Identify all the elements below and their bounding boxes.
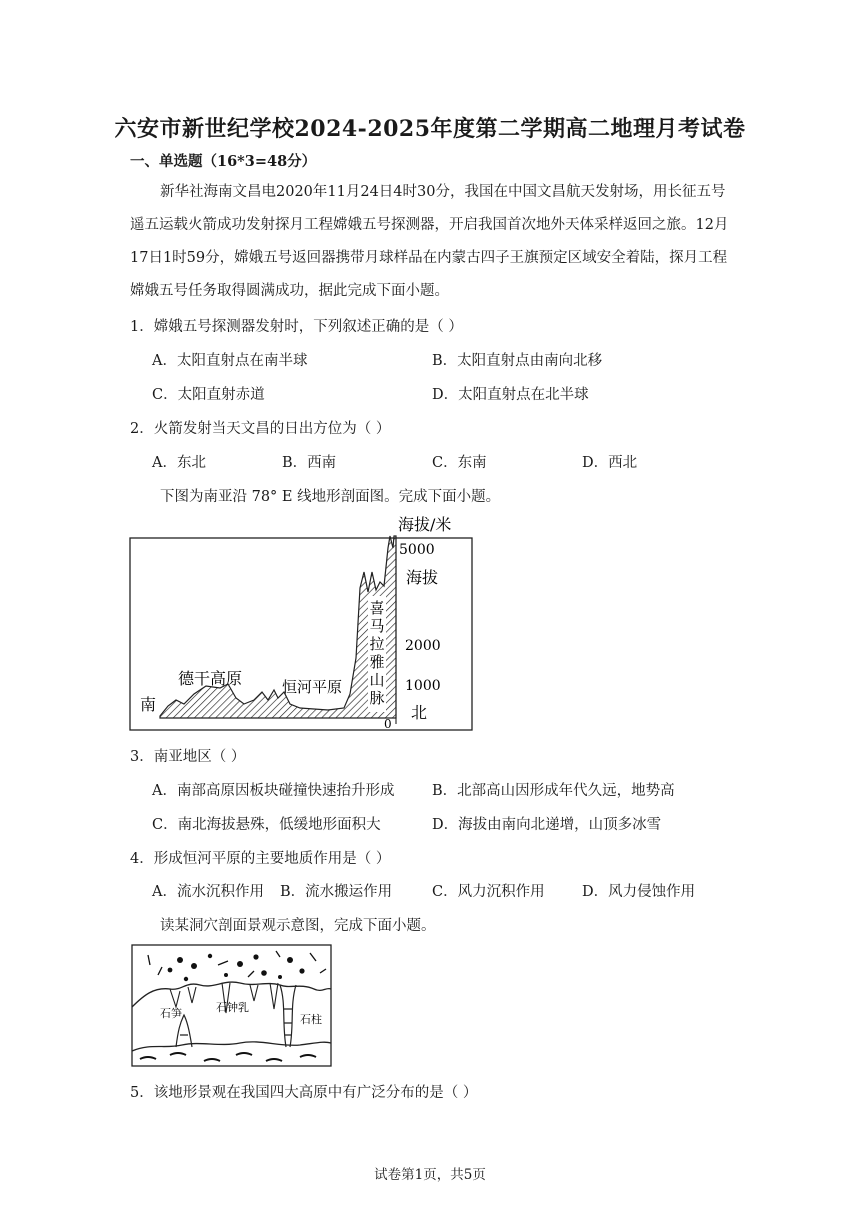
question-2-option-b: B．西南 (282, 455, 337, 471)
question-4-option-a: A．流水沉积作用 (152, 884, 264, 900)
ganges-plain-label: 恒河平原 (282, 678, 343, 696)
cave-profile-figure (130, 943, 334, 1069)
elevation-word-label: 海拔 (406, 568, 439, 587)
question-2-option-d: D．西北 (582, 455, 638, 471)
tick-2000: 2000 (405, 638, 441, 654)
question-3-option-d: D．海拔由南向北递增，山顶多冰雪 (432, 817, 662, 833)
south-label: 南 (140, 695, 157, 714)
pillar-label: 石柱 (300, 1013, 322, 1026)
question-3-stem: 3．南亚地区（ ） (130, 749, 246, 765)
question-4-option-c: C．风力沉积作用 (432, 884, 545, 900)
terrain-profile-figure (128, 508, 480, 734)
figure-frame (130, 538, 472, 730)
question-1-option-a: A．太阳直射点在南半球 (152, 353, 308, 369)
page-footer: 试卷第1页，共5页 (374, 1167, 486, 1183)
tick-0: 0 (384, 717, 392, 731)
figure-1-intro: 下图为南亚沿 78° E 线地形剖面图。完成下面小题。 (160, 489, 501, 505)
himalaya-char-3: 拉 (369, 635, 385, 653)
himalaya-char-4: 雅 (369, 653, 385, 671)
deccan-plateau-label: 德干高原 (178, 669, 243, 688)
reading-passage (130, 176, 730, 308)
tick-1000: 1000 (405, 678, 441, 694)
stalactite-label: 石钟乳 (216, 1001, 249, 1014)
stalagmite-label: 石笋 (160, 1007, 182, 1020)
elevation-unit-label: 海拔/米 (398, 515, 452, 534)
question-1-option-b: B．太阳直射点由南向北移 (432, 353, 603, 369)
passage-text: 新华社海南文昌电2020年11月24日4时30分，我国在中国文昌航天发射场，用长征五号遥五运载火箭成功发射探月工程嫦娥五号探测器，开启我国首次地外天体采样返回之旅。12月17日1时59分，嫦娥五号返回器携带月球样品在内蒙古四子王旗预定区域安全着陆，探月工程嫦娥五号任务取得圆满成功，据此完成下面小题。 (130, 184, 729, 299)
question-3-option-c: C．南北海拔悬殊，低缓地形面积大 (152, 817, 381, 833)
question-4-stem: 4．形成恒河平原的主要地质作用是（ ） (130, 851, 391, 867)
himalaya-char-5: 山 (369, 671, 385, 689)
question-4-option-b: B．流水搬运作用 (280, 884, 393, 900)
question-5-stem: 5．该地形景观在我国四大高原中有广泛分布的是（ ） (130, 1085, 478, 1101)
question-1-stem: 1．嫦娥五号探测器发射时，下列叙述正确的是（ ） (130, 319, 463, 335)
exam-title: 六安市新世纪学校2024-2025年度第二学期高二地理月考试卷 (114, 116, 746, 142)
himalaya-char-6: 脉 (369, 689, 385, 707)
question-2-stem: 2．火箭发射当天文昌的日出方位为（ ） (130, 421, 391, 437)
question-3-option-a: A．南部高原因板块碰撞快速抬升形成 (152, 783, 395, 799)
figure-2-intro: 读某洞穴剖面景观示意图，完成下面小题。 (160, 918, 436, 934)
himalaya-char-1: 喜 (369, 599, 385, 617)
tick-5000: 5000 (399, 542, 435, 558)
question-2-option-a: A．东北 (152, 455, 206, 471)
question-3-option-b: B．北部高山因形成年代久远，地势高 (432, 783, 675, 799)
terrain-profile (160, 536, 396, 718)
north-label: 北 (411, 703, 428, 722)
section-heading: 一、单选题（16*3=48分） (130, 153, 317, 170)
question-1-option-c: C．太阳直射赤道 (152, 387, 265, 403)
question-4-option-d: D．风力侵蚀作用 (582, 884, 696, 900)
question-2-option-c: C．东南 (432, 455, 487, 471)
question-1-option-d: D．太阳直射点在北半球 (432, 387, 589, 403)
himalaya-char-2: 马 (369, 617, 385, 635)
